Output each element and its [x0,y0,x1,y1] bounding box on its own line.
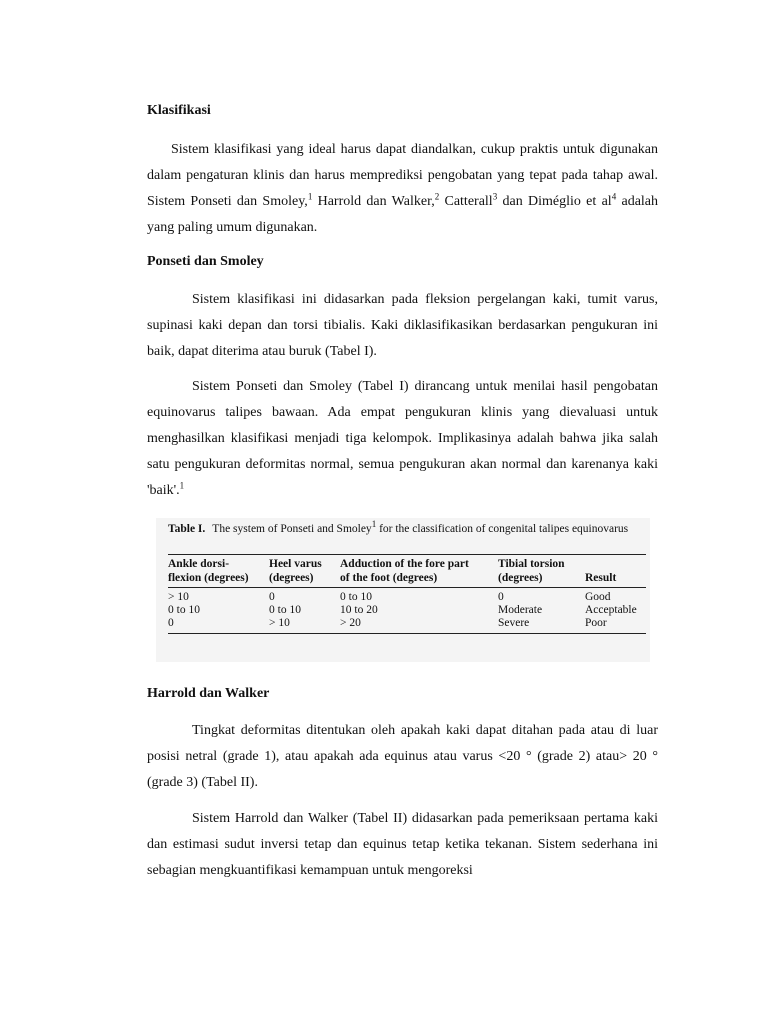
citation-sup: 1 [371,519,377,530]
citation-sup: 4 [611,191,617,202]
table-cell: Moderate [498,604,543,616]
table-caption [168,519,646,536]
paragraph-harrold-2: Sistem Harrold dan Walker (Tabel II) didasarkan pada pemeriksaan pertama kaki dan estimasi sudut inversi tetap dan equinus tetap ketika tekanan. Sistem sederhana ini sebagian mengkuantifikasi kemampuan untuk mengoreksi [147,811,658,878]
table-header-rule [168,587,646,588]
caption-text: for the classification of congenital talipes equinovarus [376,523,629,535]
table-cell: 0 to 10 [269,604,301,616]
citation-sup: 1 [307,191,313,202]
table-cell: Severe [498,617,530,629]
table-ponseti-smoley [156,518,650,662]
table-cell: > 10 [269,617,290,629]
caption-text: The system of Ponseti and Smoley [212,523,372,535]
table-cell: 0 [269,591,275,603]
table-top-rule [168,554,646,555]
heading-harrold: Harrold dan Walker [147,686,270,701]
table-cell: 0 to 10 [168,604,200,616]
para-text: adalah yang paling umum digunakan. [147,194,659,235]
para-text: Sistem klasifikasi yang ideal harus dapat diandalkan, cukup praktis untuk digunakan dalam pengaturan klinis dan harus memprediksi pengobatan yang tepat pada tahap awal. Sistem Ponseti dan Smoley, [147,142,658,209]
table-bottom-rule [168,633,646,634]
table-cell: > 10 [168,591,189,603]
paragraph-ponseti-2 [147,374,658,504]
table-label: Table I. [168,523,206,535]
heading-ponseti: Ponseti dan Smoley [147,254,264,269]
table-cell: Poor [585,617,607,629]
table-cell: 0 [498,591,504,603]
heading-klasifikasi: Klasifikasi [147,103,211,118]
para-text: Sistem Ponseti dan Smoley (Tabel I) dirancang untuk menilai hasil pengobatan equinovarus talipes bawaan. Ada empat pengukuran klinis yang dievaluasi untuk menghasilkan klasifikasi menjadi tiga kelompok. Implikasinya adalah bahwa jika salah satu pengukuran deformitas normal, semua pengukuran akan normal dan karenanya kaki 'baik'. [147,379,658,498]
table-cell: > 20 [340,617,361,629]
column-header-adduction: Adduction of the fore part of the foot (degrees) [340,558,469,584]
citation-sup: 1 [179,480,185,491]
column-header-ankle: Ankle dorsi- flexion (degrees) [168,558,249,584]
para-text: dan Diméglio et al [497,194,612,209]
paragraph-harrold-1: Tingkat deformitas ditentukan oleh apakah kaki dapat ditahan pada atau di luar posisi netral (grade 1), atau apakah ada equinus atau varus <20 ° (grade 2) atau> 20 ° (grade 3) (Tabel II). [147,723,658,790]
table-cell: 10 to 20 [340,604,378,616]
citation-sup: 2 [434,191,440,202]
citation-sup: 3 [492,191,498,202]
column-header-result: Result [585,572,617,584]
table-cell: 0 [168,617,174,629]
paragraph-ponseti-1: Sistem klasifikasi ini didasarkan pada fleksion pergelangan kaki, tumit varus, supinasi kaki depan dan torsi tibialis. Kaki diklasifikasikan berdasarkan pengukuran ini baik, dapat diterima atau buruk (Tabel I). [147,292,658,359]
column-header-heel: Heel varus (degrees) [269,558,322,584]
paragraph-klasifikasi [147,137,658,241]
table-cell: 0 to 10 [340,591,372,603]
para-text: Catterall [439,194,493,209]
table-cell: Good [585,591,611,603]
column-header-tibial: Tibial torsion (degrees) [498,558,565,584]
table-cell: Acceptable [585,604,637,616]
para-text: Harrold dan Walker, [312,194,435,209]
